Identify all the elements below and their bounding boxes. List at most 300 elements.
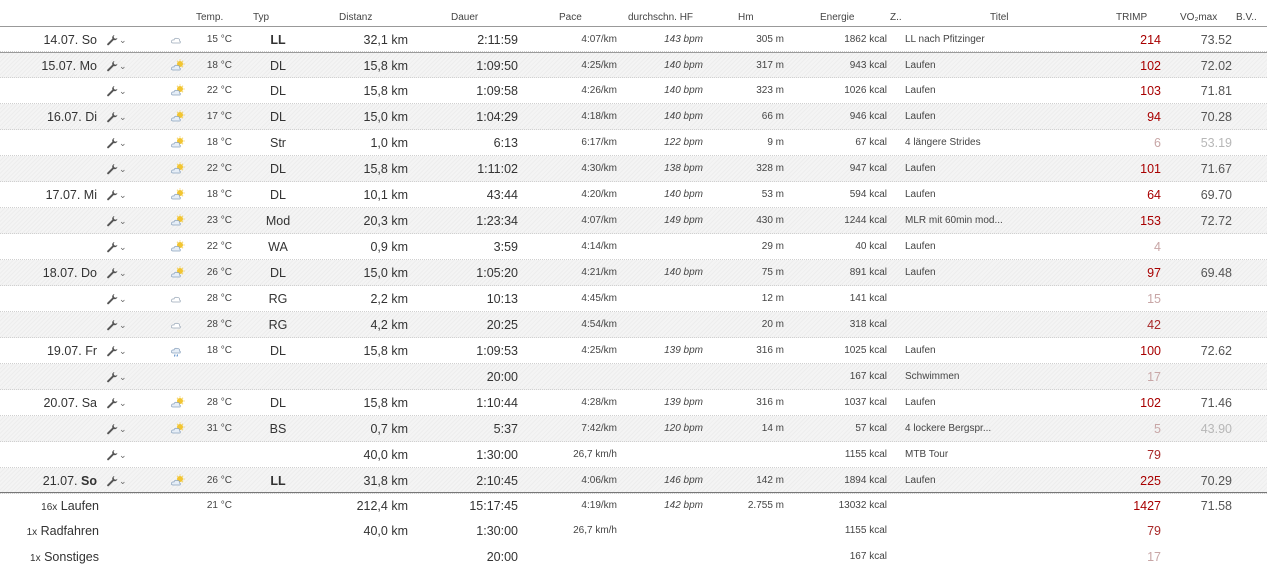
activity-row[interactable] — [0, 156, 1267, 182]
wrench-icon[interactable] — [106, 267, 118, 279]
header-temp[interactable]: Temp. — [196, 12, 224, 23]
activity-pace — [540, 364, 617, 390]
summary-sport: Radfahren — [40, 524, 99, 538]
summary-sport: Laufen — [60, 499, 99, 513]
activity-energy: 1244 kcal — [844, 215, 887, 226]
activity-date: 20.07. Sa — [43, 396, 97, 410]
header-energie[interactable]: Energie — [820, 12, 855, 23]
activity-duration: 1:09:53 — [476, 344, 518, 358]
wrench-icon[interactable] — [106, 345, 118, 357]
activity-type: LL — [270, 474, 286, 488]
sun-cloud-icon — [170, 390, 186, 416]
activity-duration: 1:09:50 — [476, 59, 518, 73]
chevron-down-icon[interactable]: ⌄ — [119, 190, 127, 200]
activity-trimp: 102 — [1140, 59, 1161, 73]
activity-energy: 57 kcal — [855, 423, 887, 434]
summary-pace — [540, 544, 617, 570]
activity-temp: 28 °C — [206, 397, 232, 408]
activity-type: RG — [268, 318, 288, 332]
activity-type: DL — [270, 396, 286, 410]
activity-date: 15.07. Mo — [41, 59, 97, 73]
chevron-down-icon[interactable]: ⌄ — [119, 61, 127, 71]
activity-tools[interactable] — [106, 312, 130, 338]
activity-type: LL — [270, 33, 286, 47]
wrench-icon[interactable] — [106, 34, 118, 46]
wrench-icon[interactable] — [106, 111, 118, 123]
activity-row[interactable] — [0, 208, 1267, 234]
activity-heart-rate — [630, 286, 703, 312]
activity-duration: 10:13 — [486, 292, 518, 306]
activity-row[interactable] — [0, 390, 1267, 416]
activity-vo2max — [1180, 286, 1232, 312]
summary-label — [0, 493, 99, 519]
summary-energy: 1155 kcal — [844, 525, 887, 536]
activity-vo2max: 69.48 — [1200, 266, 1232, 280]
chevron-down-icon[interactable]: ⌄ — [119, 320, 127, 330]
activity-distance: 15,0 km — [363, 266, 408, 280]
activity-vo2max: 70.28 — [1200, 110, 1232, 124]
sun-cloud-icon — [170, 130, 186, 156]
activity-row[interactable] — [0, 78, 1267, 104]
activity-duration: 1:10:44 — [476, 396, 518, 410]
activity-heart-rate: 146 bpm — [664, 475, 703, 486]
summary-label — [0, 518, 99, 544]
activity-trimp: 4 — [1154, 240, 1161, 254]
header-hm[interactable]: Hm — [738, 12, 754, 23]
activity-tools[interactable] — [106, 234, 130, 260]
activity-trimp: 42 — [1147, 318, 1161, 332]
activity-date — [0, 156, 97, 182]
header-distanz[interactable]: Distanz — [339, 12, 373, 23]
activity-energy: 1894 kcal — [844, 475, 887, 486]
activity-tools[interactable] — [106, 260, 130, 286]
chevron-down-icon[interactable]: ⌄ — [119, 164, 127, 174]
summary-duration: 1:30:00 — [476, 524, 518, 538]
activity-energy: 1025 kcal — [844, 345, 887, 356]
wrench-icon[interactable] — [106, 423, 118, 435]
activity-date — [0, 130, 97, 156]
header-pace[interactable]: Pace — [559, 12, 582, 23]
activity-duration: 3:59 — [493, 240, 518, 254]
activity-row[interactable] — [0, 26, 1267, 52]
activity-elevation: 53 m — [761, 189, 784, 200]
summary-heart-rate — [630, 544, 703, 570]
chevron-down-icon[interactable]: ⌄ — [119, 294, 127, 304]
activity-tools[interactable] — [106, 390, 130, 416]
activity-vo2max: 72.62 — [1200, 344, 1232, 358]
activity-type: DL — [270, 188, 286, 202]
activity-title[interactable]: LL nach Pfitzinger — [905, 34, 985, 45]
activity-pace: 4:20/km — [581, 189, 617, 200]
summary-energy: 167 kcal — [849, 551, 887, 562]
activity-temp: 18 °C — [206, 189, 232, 200]
activity-title[interactable]: 4 längere Strides — [905, 137, 981, 148]
activity-energy: 1155 kcal — [844, 449, 887, 460]
activity-vo2max — [1180, 442, 1232, 468]
activity-duration: 1:09:58 — [476, 84, 518, 98]
activity-title[interactable] — [905, 286, 1090, 312]
activity-energy: 141 kcal — [849, 293, 887, 304]
wrench-icon[interactable] — [106, 85, 118, 97]
sun-cloud-icon — [170, 468, 186, 494]
chevron-down-icon[interactable]: ⌄ — [119, 346, 127, 356]
wrench-icon[interactable] — [106, 241, 118, 253]
activity-tools[interactable] — [106, 286, 130, 312]
activity-temp: 22 °C — [206, 163, 232, 174]
summary-label — [0, 544, 99, 570]
activity-duration: 6:13 — [493, 136, 518, 150]
chevron-down-icon[interactable]: ⌄ — [119, 86, 127, 96]
activity-tools[interactable] — [106, 416, 130, 442]
activity-temp: 28 °C — [206, 319, 232, 330]
activity-row[interactable] — [0, 312, 1267, 338]
summary-vo2max: 71.58 — [1200, 499, 1232, 513]
activity-title[interactable]: Schwimmen — [905, 371, 960, 382]
activity-tools[interactable] — [106, 53, 130, 79]
activity-trimp: 64 — [1147, 188, 1161, 202]
activity-pace: 4:25/km — [581, 345, 617, 356]
activity-date — [0, 312, 97, 338]
activity-pace: 4:25/km — [581, 60, 617, 71]
summary-trimp: 17 — [1147, 550, 1161, 564]
activity-tools[interactable] — [106, 78, 130, 104]
wrench-icon[interactable] — [106, 371, 118, 383]
summary-distance — [320, 544, 408, 570]
activity-duration: 2:10:45 — [476, 474, 518, 488]
activity-type: DL — [270, 84, 286, 98]
activity-date — [0, 234, 97, 260]
wrench-icon[interactable] — [106, 293, 118, 305]
header-trimp[interactable]: TRIMP — [1116, 12, 1148, 23]
activity-date — [0, 468, 97, 494]
activity-row[interactable] — [0, 130, 1267, 156]
activity-elevation: 14 m — [761, 423, 784, 434]
activity-distance: 1,0 km — [370, 136, 408, 150]
activity-trimp: 79 — [1147, 448, 1161, 462]
activity-temp: 18 °C — [206, 60, 232, 71]
summary-count: 1x — [26, 527, 38, 538]
activity-type: Mod — [265, 214, 291, 228]
activity-temp: 22 °C — [206, 241, 232, 252]
activity-trimp: 103 — [1140, 84, 1161, 98]
chevron-down-icon[interactable]: ⌄ — [119, 112, 127, 122]
activity-duration: 43:44 — [486, 188, 518, 202]
activity-pace: 26,7 km/h — [573, 449, 617, 460]
activity-temp: 23 °C — [206, 215, 232, 226]
activity-tools[interactable] — [106, 130, 130, 156]
activity-pace: 7:42/km — [581, 423, 617, 434]
wrench-icon[interactable] — [106, 215, 118, 227]
chevron-down-icon[interactable]: ⌄ — [119, 35, 127, 45]
activity-row[interactable] — [0, 182, 1267, 208]
activity-pace: 4:28/km — [581, 397, 617, 408]
wrench-icon[interactable] — [106, 60, 118, 72]
activity-date: 17.07. Mi — [45, 188, 97, 202]
header-titel[interactable]: Titel — [990, 12, 1009, 23]
activity-row[interactable] — [0, 286, 1267, 312]
activity-type: DL — [270, 162, 286, 176]
summary-row — [0, 492, 1267, 518]
sun-cloud-icon — [170, 260, 186, 286]
sun-cloud-icon — [170, 53, 186, 79]
activity-pace: 4:54/km — [581, 319, 617, 330]
activity-vo2max: 53.19 — [1200, 136, 1232, 150]
activity-date — [0, 416, 97, 442]
activity-distance: 0,7 km — [370, 422, 408, 436]
cloud-icon — [170, 286, 186, 312]
activity-date: 14.07. So — [43, 33, 97, 47]
activity-title[interactable]: Laufen — [905, 397, 936, 408]
activity-distance: 32,1 km — [363, 33, 408, 47]
activity-temp: 26 °C — [206, 475, 232, 486]
activity-date: 19.07. Fr — [46, 344, 97, 358]
activity-distance: 15,8 km — [363, 162, 408, 176]
activity-heart-rate — [630, 234, 703, 260]
activity-trimp: 225 — [1140, 474, 1161, 488]
wrench-icon[interactable] — [106, 189, 118, 201]
activity-vo2max: 70.29 — [1200, 474, 1232, 488]
activity-date-text: 21.07. So — [42, 474, 97, 488]
activity-distance: 15,0 km — [363, 110, 408, 124]
activity-elevation: 12 m — [761, 293, 784, 304]
chevron-down-icon[interactable]: ⌄ — [119, 216, 127, 226]
activity-title[interactable]: Laufen — [905, 85, 936, 96]
header-hf[interactable]: durchschn. HF — [628, 12, 694, 23]
wrench-icon[interactable] — [106, 163, 118, 175]
activity-trimp: 97 — [1147, 266, 1161, 280]
activity-tools[interactable] — [106, 27, 130, 53]
summary-distance: 212,4 km — [356, 499, 408, 513]
activity-row[interactable] — [0, 338, 1267, 364]
activity-tools[interactable] — [106, 468, 130, 494]
activity-tools[interactable] — [106, 156, 130, 182]
activity-vo2max: 71.46 — [1200, 396, 1232, 410]
activity-vo2max — [1180, 312, 1232, 338]
activity-heart-rate: 140 bpm — [664, 60, 703, 71]
activity-pace: 4:06/km — [581, 475, 617, 486]
activity-pace: 4:30/km — [581, 163, 617, 174]
summary-elevation — [720, 544, 784, 570]
activity-row[interactable] — [0, 104, 1267, 130]
activity-trimp: 15 — [1147, 292, 1161, 306]
activity-title[interactable]: MLR mit 60min mod... — [905, 215, 1003, 226]
chevron-down-icon[interactable]: ⌄ — [119, 268, 127, 278]
chevron-down-icon[interactable]: ⌄ — [119, 242, 127, 252]
sun-cloud-icon — [170, 416, 186, 442]
activity-title[interactable]: Laufen — [905, 189, 936, 200]
activity-title[interactable]: Laufen — [905, 345, 936, 356]
activity-trimp: 100 — [1140, 344, 1161, 358]
activity-energy: 943 kcal — [849, 60, 887, 71]
activity-heart-rate — [630, 364, 703, 390]
activity-distance: 15,8 km — [363, 84, 408, 98]
activity-type: BS — [269, 422, 287, 436]
activity-elevation — [720, 364, 784, 390]
cloud-icon — [170, 312, 186, 338]
activity-distance: 40,0 km — [363, 448, 408, 462]
activity-title[interactable]: Laufen — [905, 111, 936, 122]
wrench-icon[interactable] — [106, 449, 118, 461]
activity-elevation: 316 m — [756, 397, 784, 408]
chevron-down-icon[interactable]: ⌄ — [119, 450, 127, 460]
summary-row — [0, 518, 1267, 544]
activity-distance: 15,8 km — [363, 344, 408, 358]
activity-distance: 20,3 km — [363, 214, 408, 228]
activity-tools[interactable] — [106, 442, 130, 468]
rain-cloud-icon — [170, 338, 186, 364]
activity-duration: 20:00 — [486, 370, 518, 384]
header-dauer[interactable]: Dauer — [451, 12, 479, 23]
activity-title[interactable]: Laufen — [905, 475, 936, 486]
activity-tools[interactable] — [106, 104, 130, 130]
activity-energy: 1037 kcal — [844, 397, 887, 408]
sun-cloud-icon — [170, 104, 186, 130]
activity-elevation: 305 m — [756, 34, 784, 45]
activity-row[interactable] — [0, 416, 1267, 442]
activity-title[interactable] — [905, 312, 1090, 338]
activity-distance — [320, 364, 408, 390]
activity-heart-rate: 140 bpm — [664, 189, 703, 200]
summary-pace: 26,7 km/h — [573, 525, 617, 536]
activity-title[interactable]: Laufen — [905, 60, 936, 71]
activity-title[interactable]: Laufen — [905, 241, 936, 252]
activity-duration: 1:23:34 — [476, 214, 518, 228]
activity-title[interactable]: Laufen — [905, 163, 936, 174]
summary-trimp: 79 — [1147, 524, 1161, 538]
activity-row[interactable] — [0, 260, 1267, 286]
summary-temp: 21 °C — [206, 500, 232, 511]
activity-heart-rate — [630, 312, 703, 338]
activity-temp — [188, 364, 232, 390]
activity-pace: 4:45/km — [581, 293, 617, 304]
activity-elevation: 66 m — [761, 111, 784, 122]
activity-elevation: 9 m — [767, 137, 784, 148]
activity-elevation: 75 m — [761, 267, 784, 278]
activity-tools[interactable] — [106, 364, 130, 390]
cloud-icon — [170, 27, 186, 53]
activity-date — [0, 442, 97, 468]
table-header — [0, 0, 1267, 26]
summary-duration: 15:17:45 — [469, 499, 518, 513]
activity-title[interactable]: Laufen — [905, 267, 936, 278]
activity-type: DL — [270, 110, 286, 124]
activity-tools[interactable] — [106, 208, 130, 234]
summary-trimp: 1427 — [1133, 499, 1161, 513]
activity-heart-rate: 140 bpm — [664, 85, 703, 96]
activity-pace: 4:21/km — [581, 267, 617, 278]
activity-trimp: 214 — [1140, 33, 1161, 47]
activity-title[interactable]: 4 lockere Bergspr... — [905, 423, 992, 434]
activity-type — [252, 364, 304, 390]
activity-duration: 1:04:29 — [476, 110, 518, 124]
activity-pace: 4:26/km — [581, 85, 617, 96]
activity-row[interactable] — [0, 468, 1267, 494]
activity-elevation: 316 m — [756, 345, 784, 356]
activity-type: RG — [268, 292, 288, 306]
activity-date: 16.07. Di — [46, 110, 97, 124]
summary-elevation — [720, 518, 784, 544]
activity-elevation: 20 m — [761, 319, 784, 330]
activity-heart-rate: 140 bpm — [664, 111, 703, 122]
activity-pace: 4:14/km — [581, 241, 617, 252]
activity-row[interactable] — [0, 234, 1267, 260]
activity-heart-rate — [630, 442, 703, 468]
header-typ[interactable]: Typ — [253, 12, 270, 23]
activity-pace: 4:18/km — [581, 111, 617, 122]
activity-energy: 318 kcal — [849, 319, 887, 330]
wrench-icon[interactable] — [106, 137, 118, 149]
sun-cloud-icon — [170, 182, 186, 208]
activity-tools[interactable] — [106, 182, 130, 208]
activity-vo2max: 69.70 — [1200, 188, 1232, 202]
activity-trimp: 102 — [1140, 396, 1161, 410]
activity-type: WA — [268, 240, 288, 254]
activity-heart-rate: 120 bpm — [664, 423, 703, 434]
activity-temp: 26 °C — [206, 267, 232, 278]
activity-heart-rate: 149 bpm — [664, 215, 703, 226]
wrench-icon[interactable] — [106, 397, 118, 409]
activity-pace: 6:17/km — [581, 137, 617, 148]
activity-distance: 2,2 km — [370, 292, 408, 306]
activity-energy: 1026 kcal — [844, 85, 887, 96]
activity-duration: 1:05:20 — [476, 266, 518, 280]
activity-heart-rate: 138 bpm — [664, 163, 703, 174]
activity-vo2max — [1180, 364, 1232, 390]
activity-vo2max: 72.72 — [1200, 214, 1232, 228]
activity-energy: 891 kcal — [849, 267, 887, 278]
activity-temp: 22 °C — [206, 85, 232, 96]
activity-distance: 0,9 km — [370, 240, 408, 254]
activity-distance: 4,2 km — [370, 318, 408, 332]
header-bv[interactable]: B.V.. — [1236, 12, 1257, 23]
activity-row[interactable] — [0, 364, 1267, 390]
chevron-down-icon[interactable]: ⌄ — [119, 476, 127, 486]
activity-distance: 31,8 km — [363, 474, 408, 488]
activity-tools[interactable] — [106, 338, 130, 364]
chevron-down-icon[interactable]: ⌄ — [119, 372, 127, 382]
chevron-down-icon[interactable]: ⌄ — [119, 424, 127, 434]
activity-elevation: 29 m — [761, 241, 784, 252]
activity-row[interactable] — [0, 442, 1267, 468]
activity-trimp: 17 — [1147, 370, 1161, 384]
summary-temp — [188, 518, 232, 544]
activity-temp: 31 °C — [206, 423, 232, 434]
activity-vo2max: 71.81 — [1200, 84, 1232, 98]
activity-temp: 17 °C — [206, 111, 232, 122]
activity-energy: 947 kcal — [849, 163, 887, 174]
activity-duration: 2:11:59 — [477, 33, 518, 47]
header-z[interactable]: Z.. — [890, 12, 902, 23]
activity-heart-rate: 122 bpm — [664, 137, 703, 148]
summary-vo2max — [1180, 518, 1232, 544]
wrench-icon[interactable] — [106, 319, 118, 331]
chevron-down-icon[interactable]: ⌄ — [119, 138, 127, 148]
sun-cloud-icon — [170, 234, 186, 260]
summary-heart-rate — [630, 518, 703, 544]
activity-date — [0, 78, 97, 104]
summary-heart-rate: 142 bpm — [664, 500, 703, 511]
activity-elevation: 328 m — [756, 163, 784, 174]
activity-title[interactable]: MTB Tour — [905, 449, 949, 460]
activity-trimp: 153 — [1140, 214, 1161, 228]
activity-row[interactable] — [0, 52, 1267, 78]
summary-count: 1x — [30, 553, 41, 564]
activity-energy: 946 kcal — [849, 111, 887, 122]
chevron-down-icon[interactable]: ⌄ — [119, 398, 127, 408]
wrench-icon[interactable] — [106, 475, 118, 487]
activity-elevation: 430 m — [756, 215, 784, 226]
header-vo2max[interactable]: VO₂max — [1180, 12, 1218, 23]
